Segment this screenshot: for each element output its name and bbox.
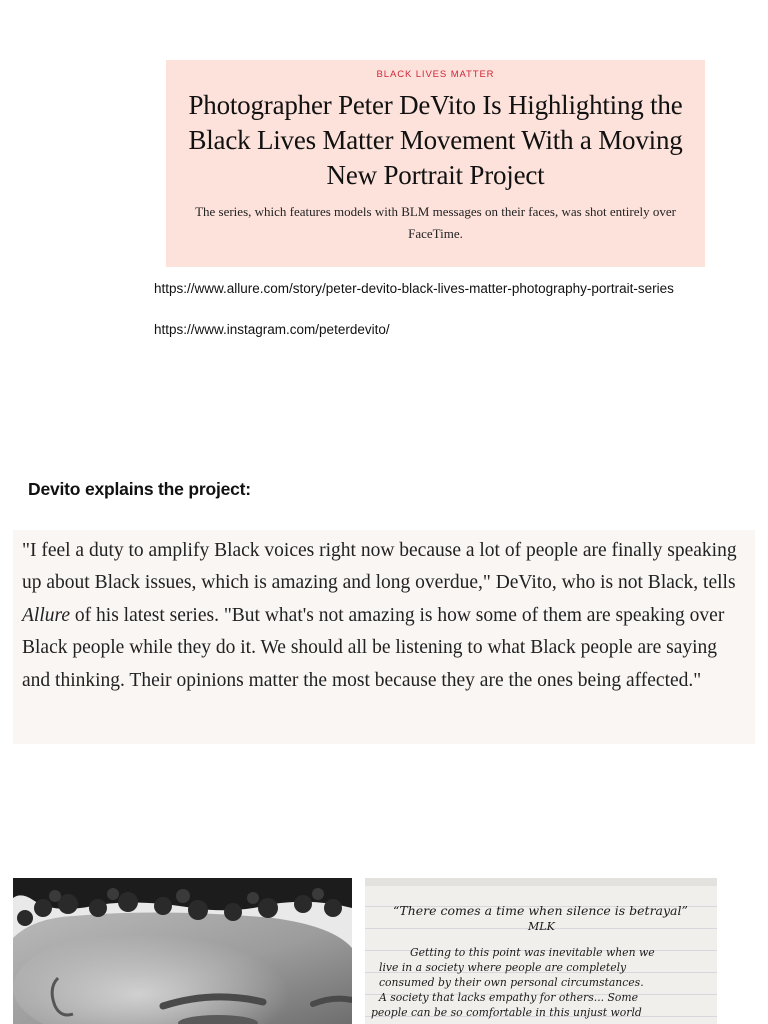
allure-article-link[interactable]: https://www.allure.com/story/peter-devito-black-lives-matter-photography-portrait-series	[154, 281, 674, 296]
note-epigraph: “There comes a time when silence is betrayal”	[393, 903, 688, 918]
quote-part-1: "I feel a duty to amplify Black voices right now because a lot of people are finally speaking up about Black issues, which is amazing and long overdue," DeVito, who is not Black, tells	[22, 540, 737, 594]
handwritten-note-photo	[365, 878, 717, 1024]
article-dek: The series, which features models with BLM messages on their faces, was shot entirely over FaceTime.	[195, 204, 676, 241]
article-header-card	[166, 60, 705, 267]
note-line-5: people can be so comfortable in this unjust world	[371, 1006, 642, 1019]
article-kicker: BLACK LIVES MATTER	[376, 69, 495, 80]
section-heading: Devito explains the project:	[28, 479, 251, 499]
portrait-photo	[13, 878, 352, 1024]
note-line-4: A society that lacks empathy for others... Some	[379, 991, 639, 1004]
quote-text	[22, 535, 747, 697]
quote-publication: Allure	[22, 604, 71, 626]
instagram-profile-link[interactable]: https://www.instagram.com/peterdevito/	[154, 322, 390, 337]
quote-block	[13, 530, 755, 744]
note-attribution: MLK	[528, 920, 555, 933]
note-line-3: consumed by their own personal circumstances.	[379, 976, 644, 989]
quote-part-2: of his latest series. "But what's not amazing is how some of them are speaking over Black people while they do it. We should all be listening to what Black people are saying and thinking. Their opinions matter the most because they are the ones being affected."	[22, 604, 725, 691]
note-top-band	[365, 878, 717, 886]
article-headline: Photographer Peter DeVito Is Highlighting the Black Lives Matter Movement With a Moving New Portrait Project	[188, 90, 683, 190]
note-line-1: Getting to this point was inevitable when we	[410, 946, 655, 959]
note-line-2: live in a society where people are completely	[379, 961, 627, 974]
